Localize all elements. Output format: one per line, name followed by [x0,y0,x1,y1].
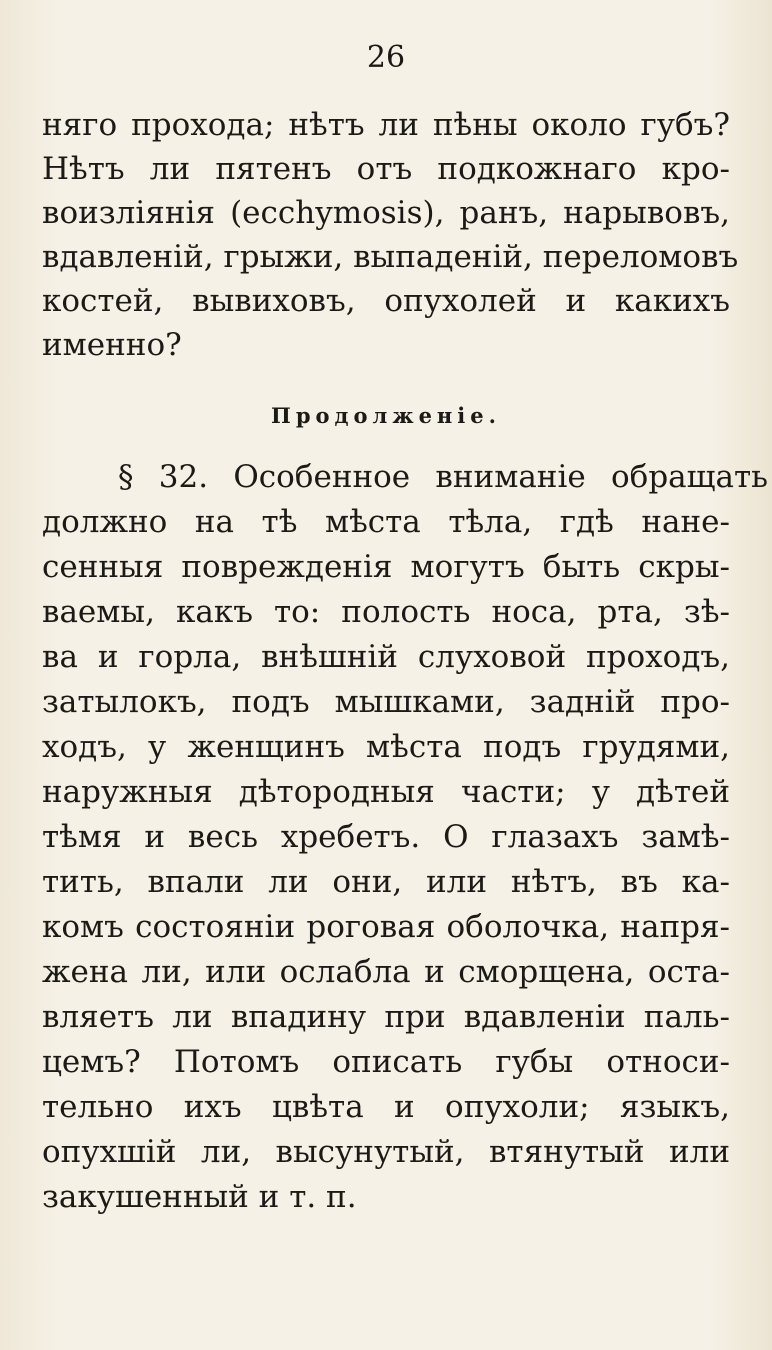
text-line: тить, впали ли они, или нѣтъ, въ ка- [42,864,730,900]
section-heading: Продолженіе. [271,403,501,428]
text-line: комъ состояніи роговая оболочка, напря- [42,909,730,945]
text-line: вдавленій, грыжи, выпаденій, переломовъ [42,239,739,275]
text-line: тѣмя и весь хребетъ. О глазахъ замѣ- [42,819,730,855]
text-line: именно? [42,327,182,363]
text-line: няго прохода; нѣтъ ли пѣны около губъ? [42,107,730,143]
text-line: ва и горла, внѣшній слуховой проходъ, [42,639,730,675]
page-number: 26 [366,40,406,75]
text-line: тельно ихъ цвѣта и опухоли; языкъ, [42,1089,730,1125]
text-line: должно на тѣ мѣста тѣла, гдѣ нане- [42,504,730,540]
text-line: сенныя поврежденія могутъ быть скры- [42,549,730,585]
text-line: Нѣтъ ли пятенъ отъ подкожнаго кро- [42,151,730,187]
text-line: вляетъ ли впадину при вдавленіи паль- [42,999,730,1035]
text-line: костей, вывиховъ, опухолей и какихъ [42,283,730,319]
text-line: закушенный и т. п. [42,1179,357,1215]
text-line: опухшій ли, высунутый, втянутый или [42,1134,730,1170]
text-line: жена ли, или ослабла и сморщена, оста- [42,954,730,990]
text-line: ваемы, какъ то: полость носа, рта, зѣ- [42,594,730,630]
text-line: цемъ? Потомъ описать губы относи- [42,1044,730,1080]
text-line: ходъ, у женщинъ мѣста подъ грудями, [42,729,730,765]
text-line: воизліянія (ecchymosis), ранъ, нарывовъ, [42,195,730,231]
text-line: затылокъ, подъ мышками, задній про- [42,684,730,720]
text-line: § 32. Особенное вниманіе обращать [118,459,768,495]
text-line: наружныя дѣтородныя части; у дѣтей [42,774,730,810]
